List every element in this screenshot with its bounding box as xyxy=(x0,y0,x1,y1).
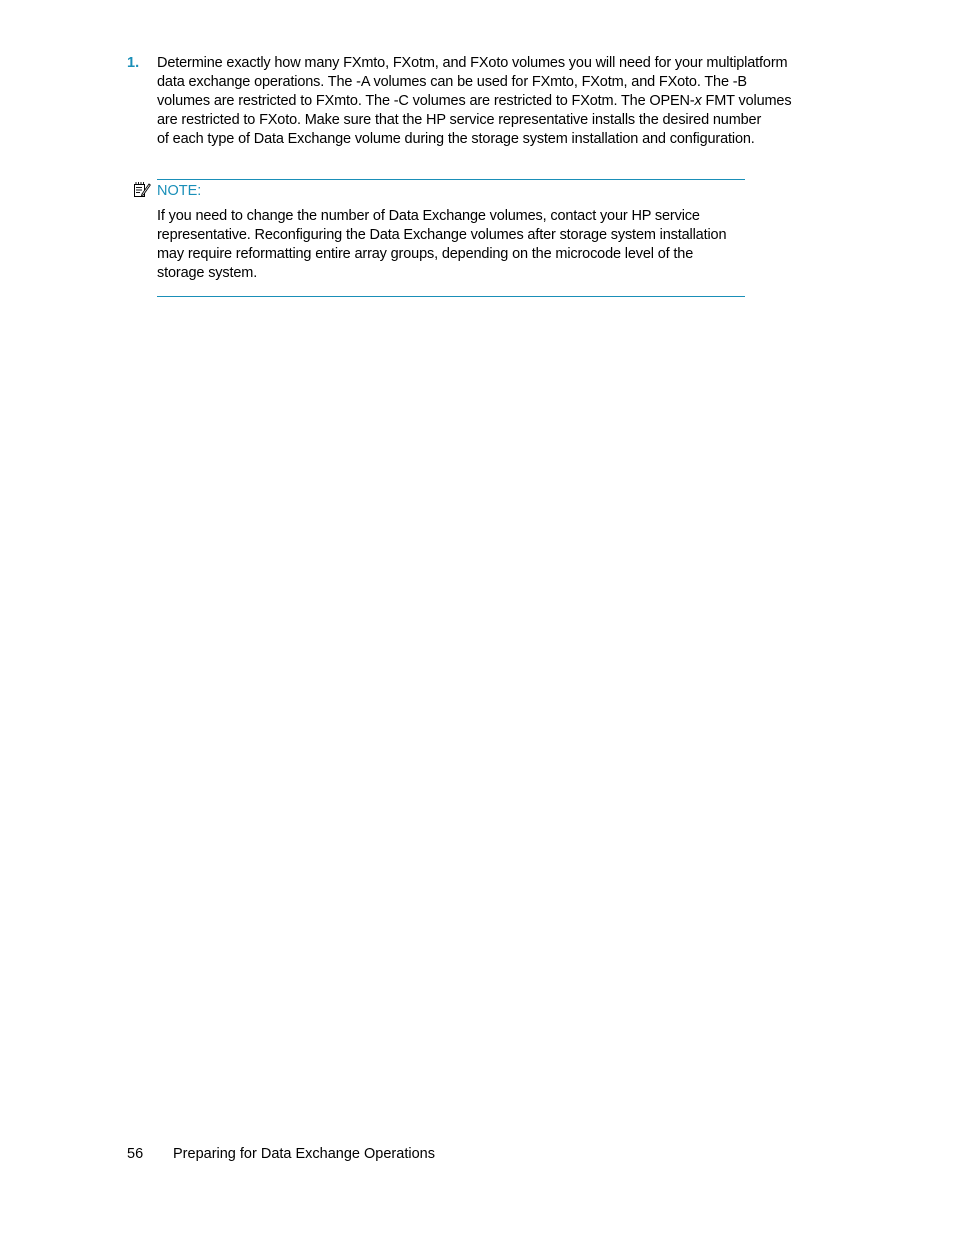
footer-title: Preparing for Data Exchange Operations xyxy=(173,1146,435,1162)
step-number: 1. xyxy=(127,55,140,71)
step-line: of each type of Data Exchange volume during the storage system installation and configuration. xyxy=(157,131,755,147)
note-label: NOTE: xyxy=(157,183,202,199)
step-line-tail: FMT volumes xyxy=(701,93,792,109)
note-line: representative. Reconfiguring the Data Exchange volumes after storage system installation xyxy=(157,227,727,243)
step-text xyxy=(157,54,807,149)
step-line: Determine exactly how many FXmto, FXotm, and FXoto volumes you will need for your multiplatform xyxy=(157,55,788,71)
step-line-italic: x xyxy=(694,93,702,109)
step-line: data exchange operations. The -A volumes can be used for FXmto, FXotm, and FXoto. The -B xyxy=(157,74,747,90)
note-top-rule xyxy=(157,179,745,180)
note-line: If you need to change the number of Data Exchange volumes, contact your HP service xyxy=(157,208,700,224)
note-icon xyxy=(133,180,151,198)
note-bottom-rule xyxy=(157,296,745,297)
note-line: may require reformatting entire array groups, depending on the microcode level of the xyxy=(157,246,694,262)
note-line: storage system. xyxy=(157,265,258,281)
step-line-text: volumes are restricted to FXmto. The -C volumes are restricted to FXotm. The OPEN- xyxy=(157,93,695,109)
page-number: 56 xyxy=(127,1146,144,1162)
note-body xyxy=(157,207,747,283)
step-line: are restricted to FXoto. Make sure that the HP service representative installs the desired number xyxy=(157,112,762,128)
step-line xyxy=(157,92,807,111)
